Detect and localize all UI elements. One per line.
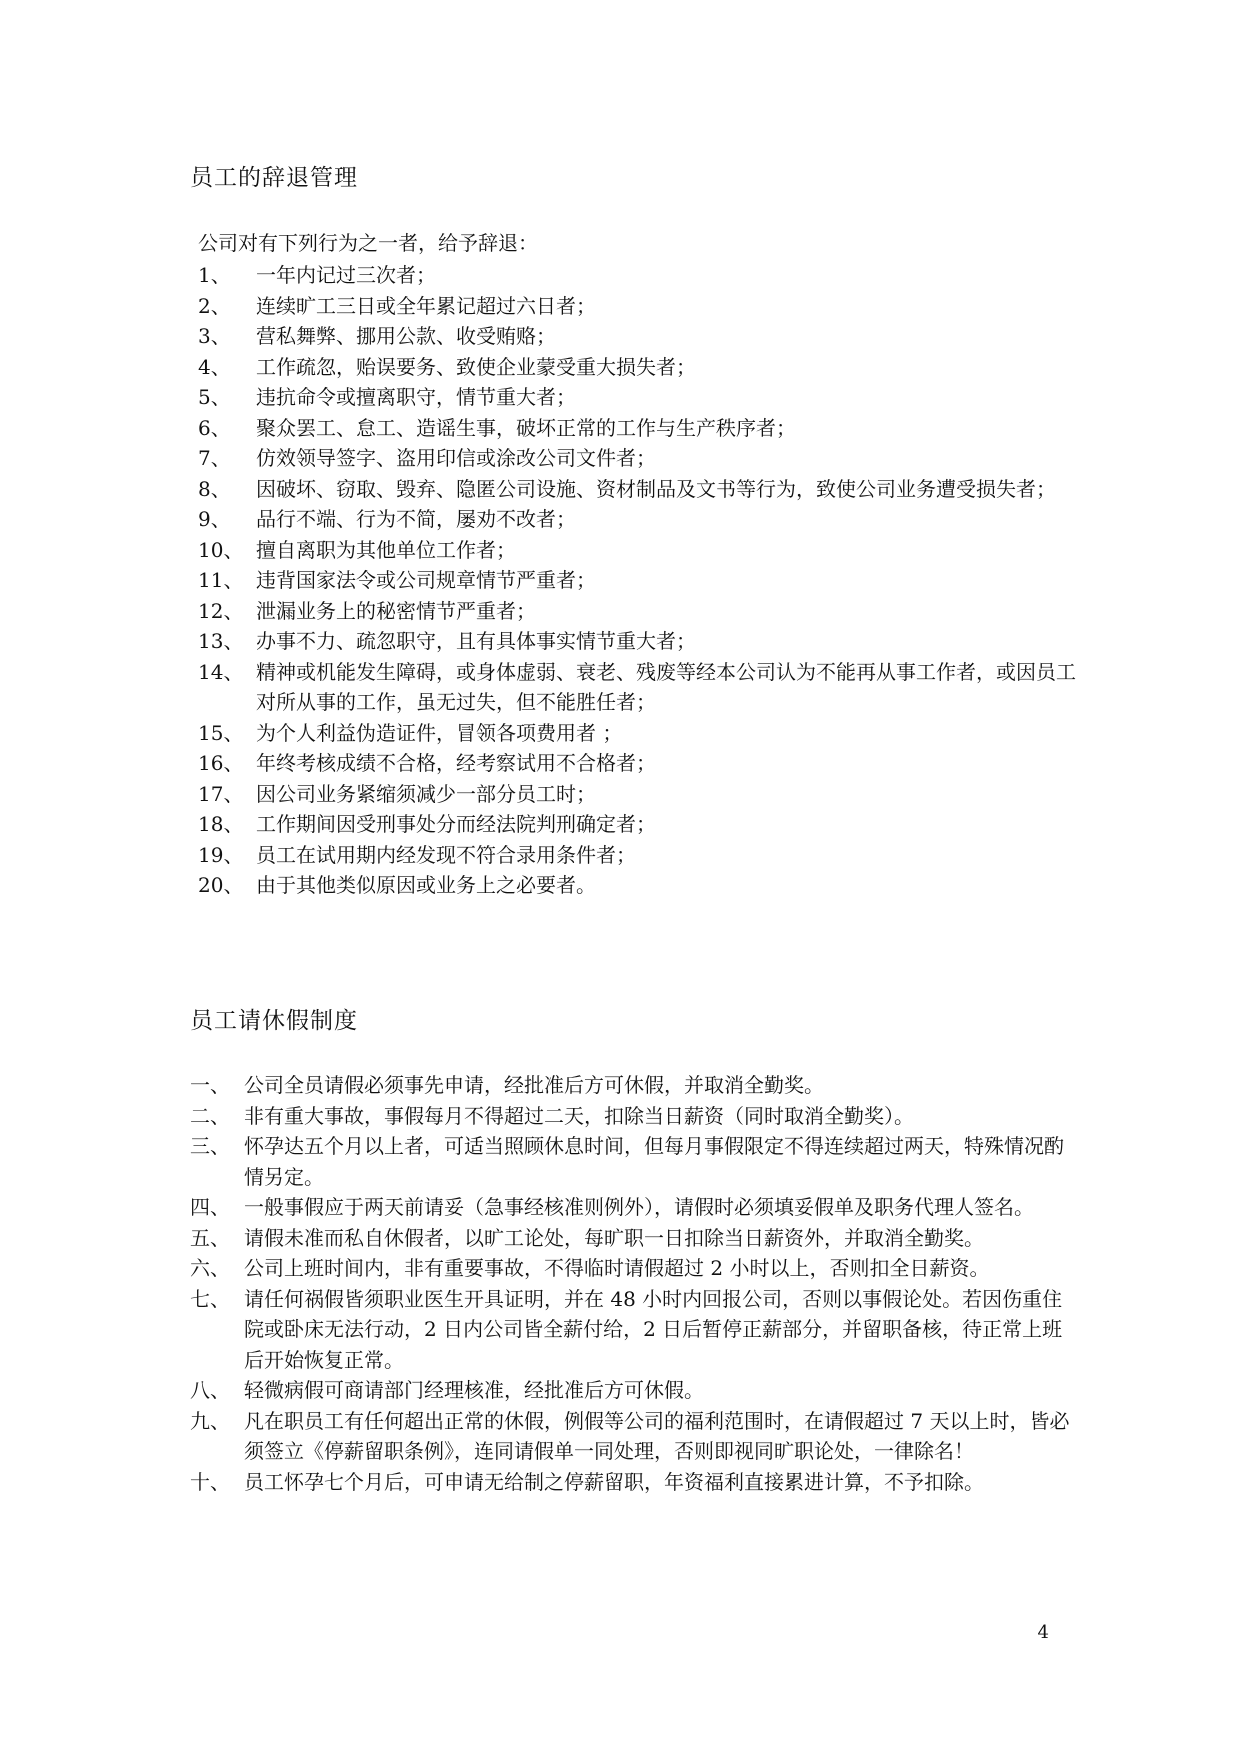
dismissal-item-text: 品行不端、行为不简，屡劝不改者； [256,507,576,531]
dismissal-item-text: 仿效领导签字、盗用印信或涂改公司文件者； [256,446,656,470]
dismissal-item [0,748,1241,779]
leave-item [0,1253,1241,1284]
dismissal-item [0,504,1241,535]
dismissal-item-number: 18、 [198,812,244,836]
dismissal-item [0,565,1241,596]
leave-item [0,1131,1241,1192]
leave-item [0,1467,1241,1498]
leave-item [0,1375,1241,1406]
leave-item [0,1192,1241,1223]
dismissal-item [0,291,1241,322]
dismissal-item-text: 连续旷工三日或全年累记超过六日者； [256,293,596,318]
leave-item-number: 一、 [190,1073,230,1097]
dismissal-item [0,535,1241,566]
section-title-leave: 员工请休假制度 [190,1008,358,1034]
leave-item-number: 三、 [190,1134,230,1158]
dismissal-item-text: 因公司业务紧缩须减少一部分员工时； [256,781,596,806]
section-title-dismissal: 员工的辞退管理 [190,165,358,191]
leave-item-number: 十、 [190,1469,230,1494]
leave-item-text: 凡在职员工有任何超出正常的休假，例假等公司的福利范围时，在请假超过 7 天以上时，皆必须签立《停薪留职条例》，连同请假单一同处理，否则即视同旷职论处，一律除名！ [244,1408,1070,1463]
leave-item-number: 五、 [190,1225,230,1250]
dismissal-item-number: 2、 [198,293,231,318]
dismissal-item-number: 3、 [198,324,231,348]
dismissal-list [0,260,1241,901]
dismissal-item [0,779,1241,810]
dismissal-item-number: 19、 [198,842,244,867]
leave-item-text: 怀孕达五个月以上者，可适当照顾休息时间，但每月事假限定不得连续超过两天，特殊情况酌情另定。 [244,1134,1064,1189]
dismissal-item [0,718,1241,749]
leave-item-text: 公司全员请假必须事先申请，经批准后方可休假，并取消全勤奖。 [244,1073,824,1097]
leave-item [0,1101,1241,1132]
dismissal-item-number: 9、 [198,507,231,531]
dismissal-item [0,443,1241,474]
leave-item [0,1406,1241,1467]
dismissal-item-text: 因破坏、窃取、毁弃、隐匿公司设施、资材制品及文书等行为，致使公司业务遭受损失者； [256,476,1056,501]
dismissal-item-number: 13、 [198,629,244,653]
leave-item [0,1284,1241,1376]
dismissal-item-number: 11、 [198,568,244,592]
dismissal-item [0,474,1241,505]
dismissal-item-number: 5、 [198,385,231,409]
dismissal-item-text: 工作疏忽，贻误要务、致使企业蒙受重大损失者； [256,354,696,379]
leave-item-number: 九、 [190,1408,230,1433]
dismissal-item-text: 员工在试用期内经发现不符合录用条件者； [256,842,636,867]
leave-item-text: 公司上班时间内，非有重要事故，不得临时请假超过 2 小时以上，否则扣全日薪资。 [244,1256,990,1280]
dismissal-item-number: 1、 [198,263,231,287]
leave-item-number: 八、 [190,1378,230,1402]
leave-item [0,1223,1241,1254]
leave-policy-list [0,1070,1241,1497]
leave-item-text: 请任何祸假皆须职业医生开具证明，并在 48 小时内回报公司，否则以事假论处。若因伤重住院或卧床无法行动，2 日内公司皆全薪付给，2 日后暂停正薪部分，并留职备核，待正常上班后开始恢复正常。 [244,1286,1063,1372]
dismissal-item-number: 17、 [198,781,244,806]
dismissal-item [0,626,1241,657]
dismissal-item-number: 10、 [198,537,244,562]
dismissal-item-number: 16、 [198,751,244,775]
dismissal-item-number: 4、 [198,354,231,379]
dismissal-item-number: 7、 [198,446,231,470]
dismissal-item [0,321,1241,352]
dismissal-item-text: 聚众罢工、怠工、造谣生事，破坏正常的工作与生产秩序者； [256,415,796,440]
leave-item-text: 非有重大事故，事假每月不得超过二天，扣除当日薪资（同时取消全勤奖）。 [244,1103,914,1128]
dismissal-item-text: 精神或机能发生障碍，或身体虚弱、衰老、残废等经本公司认为不能再从事工作者，或因员工对所从事的工作，虽无过失，但不能胜任者； [256,659,1076,714]
dismissal-item [0,596,1241,627]
dismissal-item [0,809,1241,840]
dismissal-item-text: 营私舞弊、挪用公款、收受贿赂； [256,324,556,348]
dismissal-item-text: 为个人利益伪造证件，冒领各项费用者 ； [256,720,623,745]
leave-item-text: 请假未准而私自休假者，以旷工论处，每旷职一日扣除当日薪资外，并取消全勤奖。 [244,1225,984,1250]
dismissal-item [0,260,1241,291]
dismissal-item-number: 14、 [198,659,244,684]
leave-item-number: 二、 [190,1103,230,1128]
dismissal-item-number: 12、 [198,598,244,623]
dismissal-item-text: 泄漏业务上的秘密情节严重者； [256,598,536,623]
dismissal-item-text: 擅自离职为其他单位工作者； [256,537,516,562]
dismissal-item [0,352,1241,383]
leave-item-number: 七、 [190,1286,230,1311]
leave-item-text: 员工怀孕七个月后，可申请无给制之停薪留职，年资福利直接累进计算，不予扣除。 [244,1469,984,1494]
dismissal-item-number: 15、 [198,720,244,745]
leave-item-text: 一般事假应于两天前请妥（急事经核准则例外），请假时必须填妥假单及职务代理人签名。 [244,1195,1034,1219]
dismissal-item [0,382,1241,413]
dismissal-item-text: 工作期间因受刑事处分而经法院判刑确定者； [256,812,656,836]
leave-item-number: 六、 [190,1256,230,1280]
leave-item-number: 四、 [190,1195,230,1219]
dismissal-item [0,657,1241,718]
dismissal-intro: 公司对有下列行为之一者，给予辞退： [198,231,538,255]
dismissal-item-number: 6、 [198,415,231,440]
dismissal-item [0,870,1241,901]
dismissal-item-text: 违抗命令或擅离职守，情节重大者； [256,385,576,409]
dismissal-item-text: 由于其他类似原因或业务上之必要者。 [256,873,596,897]
dismissal-item-text: 一年内记过三次者； [256,263,436,287]
page-number: 4 [1037,1622,1049,1643]
dismissal-item-number: 8、 [198,476,231,501]
leave-item [0,1070,1241,1101]
dismissal-item-number: 20、 [198,873,244,897]
dismissal-item [0,413,1241,444]
leave-item-text: 轻微病假可商请部门经理核准，经批准后方可休假。 [244,1378,704,1402]
dismissal-item-text: 年终考核成绩不合格，经考察试用不合格者； [256,751,656,775]
dismissal-item-text: 违背国家法令或公司规章情节严重者； [256,568,596,592]
dismissal-item-text: 办事不力、疏忽职守，且有具体事实情节重大者； [256,629,696,653]
dismissal-item [0,840,1241,871]
